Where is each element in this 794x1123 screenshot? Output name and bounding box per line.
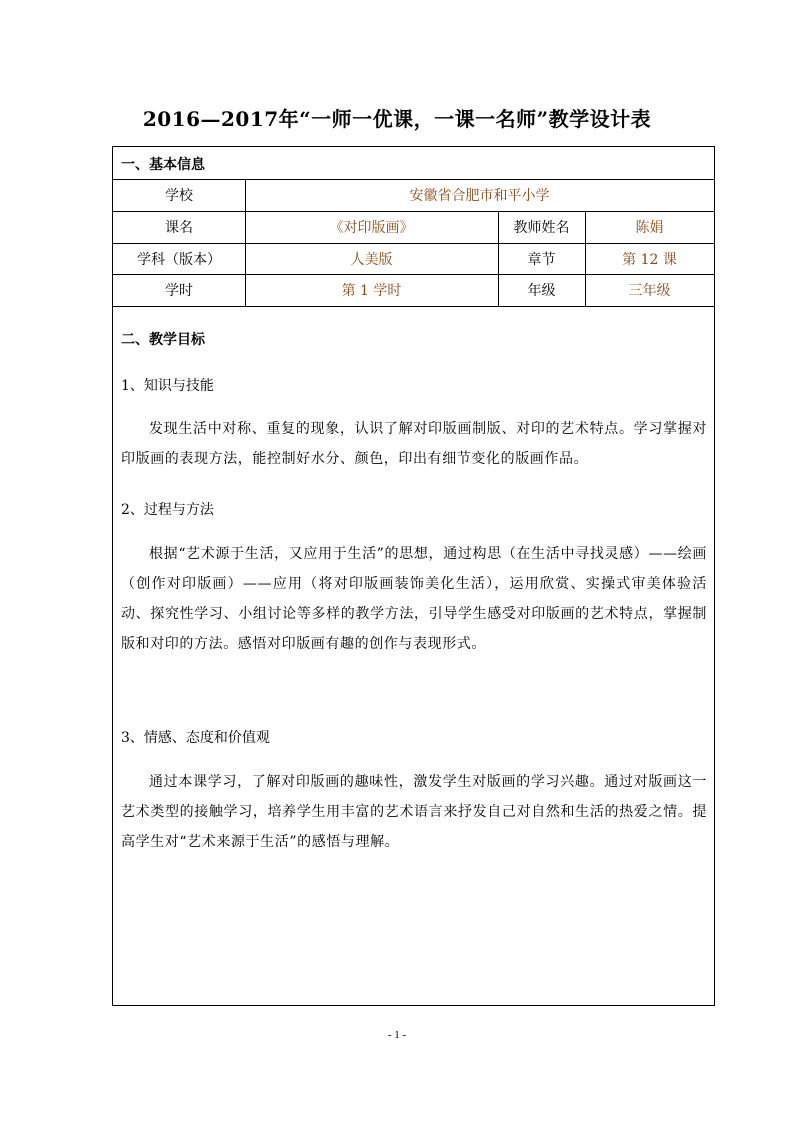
- chapter-label: 章节: [527, 251, 556, 268]
- subject-value: 人美版: [350, 251, 393, 268]
- goal-heading-emotion: 3、情感、态度和价值观: [121, 730, 270, 746]
- teaching-goals-heading: 二、教学目标: [121, 332, 205, 348]
- lesson-label: 课名: [165, 220, 193, 236]
- basic-info-heading: 一、基本信息: [121, 157, 205, 173]
- grade-label: 年级: [527, 283, 556, 299]
- chapter-value: 第 12 课: [622, 251, 677, 268]
- teacher-label: 教师姓名: [513, 220, 570, 236]
- period-value: 第 1 学时: [341, 283, 402, 299]
- school-label: 学校: [165, 188, 193, 204]
- goal-text-emotion: 通过本课学习，了解对印版画的趣味性，激发学生对版画的学习兴趣。通过对版画这一艺术类型的接触学习，培养学生用丰富的艺术语言来抒发自己对自然和生活的热爱之情。提高学生对“艺术来源于生活”的感悟与理解。: [121, 774, 707, 850]
- document-title: 2016—2017年“一师一优课，一课一名师”教学设计表: [142, 107, 652, 131]
- school-value: 安徽省合肥市和平小学: [409, 188, 550, 204]
- grade-value: 三年级: [628, 283, 671, 299]
- lesson-design-table: [112, 146, 715, 1006]
- goal-heading-process: 2、过程与方法: [121, 502, 214, 518]
- lesson-value: 《对印版画》: [329, 220, 414, 236]
- goal-text-knowledge: 发现生活中对称、重复的现象，认识了解对印版画制版、对印的艺术特点。学习掌握对印版画的表现方法，能控制好水分、颜色，印出有细节变化的版画作品。: [121, 421, 707, 467]
- page-number: - 1 -: [387, 1029, 407, 1041]
- period-label: 学时: [165, 283, 193, 299]
- row-divider: [113, 306, 714, 307]
- subject-label: 学科（版本）: [137, 251, 221, 268]
- goal-heading-knowledge: 1、知识与技能: [121, 378, 214, 394]
- goal-text-process: 根据“艺术源于生活，又应用于生活”的思想，通过构思（在生活中寻找灵感）——绘画（创作对印版画）——应用（将对印版画装饰美化生活），运用欣赏、实操式审美体验活动、探究性学习、小组讨论等多样的教学方法，引导学生感受对印版画的艺术特点，掌握制版和对印的方法。感悟对印版画有趣的创作与表现形式。: [121, 546, 707, 652]
- teacher-value: 陈娟: [635, 220, 664, 236]
